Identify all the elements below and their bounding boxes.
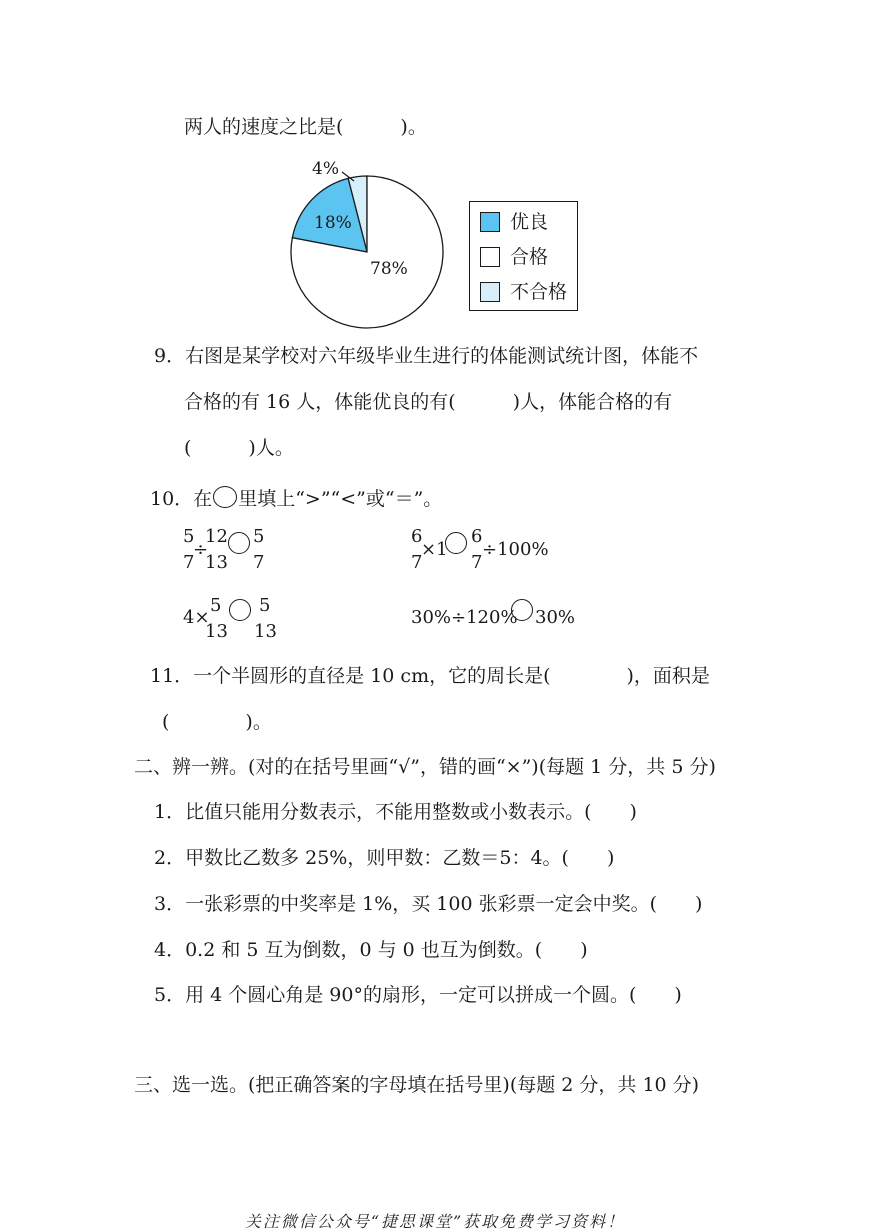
q10-prefix: 10．在 xyxy=(150,488,213,510)
fraction-numerator: 5 xyxy=(183,526,195,547)
legend-item xyxy=(480,282,567,302)
fraction-denominator: 7 xyxy=(471,552,483,573)
compare-circle-a[interactable] xyxy=(228,532,250,554)
section2-item: 2．甲数比乙数多 25%，则甲数：乙数＝5：4。( ) xyxy=(154,847,615,869)
expression: 30%÷120% xyxy=(411,607,518,628)
operator: ×1 xyxy=(421,539,448,560)
fraction-numerator: 6 xyxy=(471,526,483,547)
pie-label-4: 4% xyxy=(312,159,339,179)
expression: 30% xyxy=(535,607,576,628)
section2-item: 1．比值只能用分数表示，不能用整数或小数表示。( ) xyxy=(154,801,637,823)
compare-circle-b[interactable] xyxy=(445,532,467,554)
section2-title: 二、辨一辨。(对的在括号里画“√”，错的画“×”)(每题 1 分，共 5 分) xyxy=(134,756,716,778)
fraction-denominator: 7 xyxy=(411,552,423,573)
q10-suffix: 里填上“>”“<”或“＝”。 xyxy=(238,488,443,510)
fraction-denominator: 13 xyxy=(254,621,277,642)
section2-item: 4．0.2 和 5 互为倒数，0 与 0 也互为倒数。( ) xyxy=(154,939,588,961)
fraction-numerator: 5 xyxy=(253,526,265,547)
legend-item xyxy=(480,212,548,232)
operator: ÷100% xyxy=(482,539,549,560)
q8-answer-line: 两人的速度之比是( )。 xyxy=(184,116,427,138)
legend-label: 优良 xyxy=(510,210,549,233)
fraction-denominator: 7 xyxy=(183,552,195,573)
fraction-numerator: 6 xyxy=(411,526,423,547)
section2-item: 3．一张彩票的中奖率是 1%，买 100 张彩票一定会中奖。( ) xyxy=(154,893,703,915)
q11-line1: 11．一个半圆形的直径是 10 cm，它的周长是( )，面积是 xyxy=(150,665,710,687)
q11-line2: ( )。 xyxy=(162,711,272,733)
legend-item xyxy=(480,247,548,267)
compare-circle-d[interactable] xyxy=(511,599,533,621)
section3-title: 三、选一选。(把正确答案的字母填在括号里)(每题 2 分，共 10 分) xyxy=(134,1074,700,1096)
legend-label: 不合格 xyxy=(510,280,568,303)
legend-swatch-fail xyxy=(480,282,500,302)
operator: 4× xyxy=(183,607,210,628)
pie-label-18: 18% xyxy=(314,213,352,233)
pie-chart xyxy=(0,0,870,340)
section2-item: 5．用 4 个圆心角是 90°的扇形，一定可以拼成一个圆。( ) xyxy=(154,984,682,1006)
operator: ÷ xyxy=(193,539,209,560)
circle-icon xyxy=(213,486,237,508)
fraction-numerator: 5 xyxy=(210,595,222,616)
legend-label: 合格 xyxy=(510,245,549,268)
fraction-denominator: 7 xyxy=(253,552,265,573)
q9-line1: 9．右图是某学校对六年级毕业生进行的体能测试统计图，体能不 xyxy=(154,345,699,367)
q9-line2: 合格的有 16 人，体能优良的有( )人，体能合格的有 xyxy=(184,391,673,413)
q10-stem xyxy=(150,486,442,509)
pie-label-78: 78% xyxy=(370,259,408,279)
q9-line3: ( )人。 xyxy=(184,437,294,459)
fraction-denominator: 13 xyxy=(205,621,228,642)
compare-circle-c[interactable] xyxy=(229,599,251,621)
fraction-numerator: 12 xyxy=(205,526,228,547)
chart-legend xyxy=(469,201,578,311)
fraction-numerator: 5 xyxy=(259,595,271,616)
footer-note: 关注微信公众号“捷思课堂”获取免费学习资料！ xyxy=(244,1212,626,1231)
legend-swatch-excellent xyxy=(480,212,500,232)
fraction-denominator: 13 xyxy=(205,552,228,573)
legend-swatch-pass xyxy=(480,247,500,267)
